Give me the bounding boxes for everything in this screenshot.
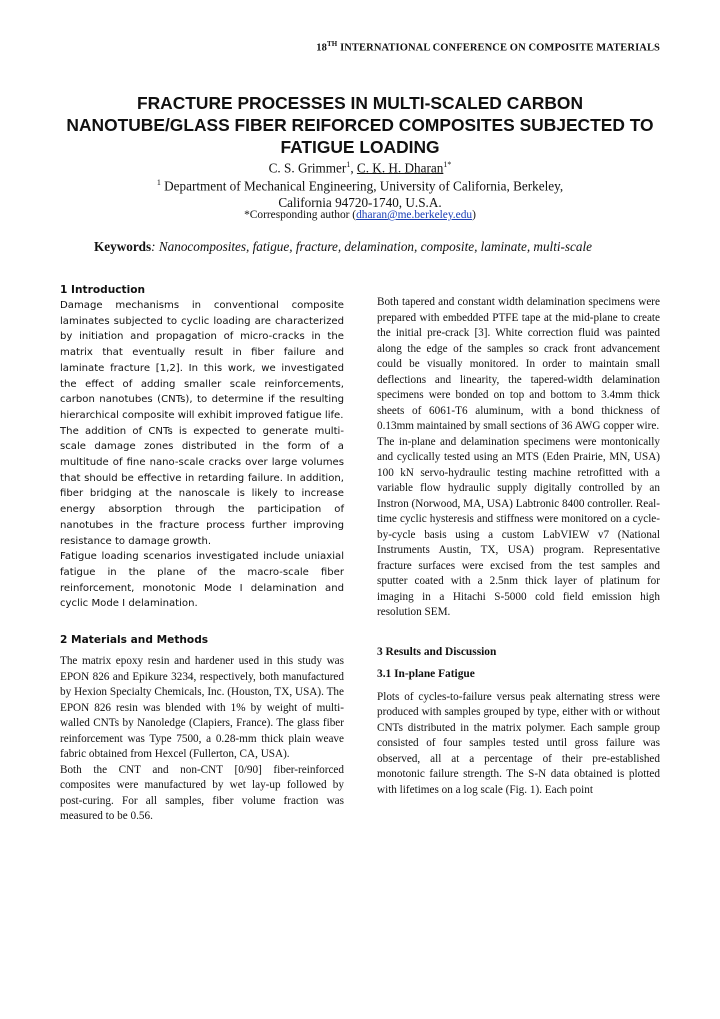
header-superscript: TH: [327, 40, 338, 48]
conference-header: [0, 40, 660, 54]
methods-paragraph-1: The matrix epoxy resin and hardener used in this study was EPON 826 and Epikure 3234, respectively, both manufactured by Hexion Specialty Chemicals, Inc. (Houston, TX, USA). The EPON 826 resin was blended with 1% by weight of multi-walled CNTs by Nanoledge (Clapiers, France). The glass fiber reinforcement was Type 7500, a 0.28-mm thick plain weave fabric obtained from Hexcel (Fullerton, CA, USA).: [60, 655, 344, 761]
right-column: [377, 295, 660, 798]
keywords-line: [94, 239, 674, 255]
intro-paragraph-1: Damage mechanisms in conventional composite laminates subjected to cyclic loading are characterized by initiation and propagation of micro-cracks in the matrix that eventually result in fiber failure and laminate fracture [1,2]. In this work, we investigated the effect of adding smaller scale reinforcements, carbon nanotubes (CNTs), to determine if the resulting hierarchical composite will exhibit improved fatigue life.: [60, 300, 344, 421]
corr-email-link[interactable]: dharan@me.berkeley.edu: [356, 209, 473, 221]
author-2-name: C. K. H. Dharan: [356, 160, 444, 176]
header-number: 18: [316, 42, 327, 54]
keywords-label: Keywords: [94, 239, 152, 254]
corresponding-author: [60, 208, 660, 223]
affiliation-line-2: California 94720-1740, U.S.A.: [278, 195, 442, 211]
header-text: INTERNATIONAL CONFERENCE ON COMPOSITE MATERIALS: [340, 42, 660, 54]
keywords-text: : Nanocomposites, fatigue, fracture, delamination, composite, laminate, multi-scale: [151, 239, 593, 254]
inplane-fatigue-heading: 3.1 In-plane Fatigue: [377, 667, 475, 680]
right-paragraph-1: Both tapered and constant width delamination specimens were prepared with embedded PTFE tape at the mid-plane to create the initial pre-crack [3]. White correction fluid was painted along the edge of the samples so crack front advancement could be visually monitored. In order to maintain small deflections and linearity, the tapered-width delamination specimens were bonded on top and bottom to 3.4mm thick sheets of 6061-T6 aluminum, with a bond thickness of 0.13mm maintained by small sections of 36 AWG copper wire.: [377, 296, 660, 432]
methods-paragraph-2: Both the CNT and non-CNT [0/90] fiber-reinforced composites were manufactured by wet lay-up followed by post-curing. For all samples, fiber volume fraction was measured to be 0.56.: [60, 763, 344, 823]
results-paragraph-1: Plots of cycles-to-failure versus peak alternating stress were produced with samples grouped by type, either with or without CNTs distributed in the matrix polymer. Each sample group consisted of four samples tested until gross failure was observed, all at a percentage of their pre-established monotonic failure strength. The S-N data obtained is plotted with lifetimes on a log scale (Fig. 1). Each point: [377, 690, 660, 796]
intro-heading: 1 Introduction: [60, 284, 146, 296]
corr-suffix: ): [472, 209, 476, 221]
methods-heading: 2 Materials and Methods: [60, 634, 209, 647]
affiliation-line-1: [60, 174, 660, 194]
right-paragraph-2: The in-plane and delamination specimens were montonically and cyclically tested using an MTS (Eden Prairie, MN, USA) 100 kN servo-hydraulic testing machine retrofitted with a variable flow hydraulic supply digitally controlled by an Instron (Norwood, MA, USA) Labtronic 8400 controller. Real-time cyclic hysteresis and stiffness were monitored on a cycle-by-cycle basis using a custom LabVIEW v7 (National Instruments Austin, TX, USA) program. Representative fracture surfaces were excised from the test samples and sputter coated with a 2.5nm thick layer of platinum for imaging in a Hitachi S-5000 cold field emission high resolution SEM.: [377, 435, 660, 618]
left-column: [60, 283, 344, 825]
intro-paragraph-3: Fatigue loading scenarios investigated include uniaxial fatigue in the plane of the macro-scale fiber reinforcement, monotonic Mode I delamination and cyclic Mode I delamination.: [60, 551, 344, 610]
paper-title: FRACTURE PROCESSES IN MULTI-SCALED CARBON NANOTUBE/GLASS FIBER REIFORCED COMPOSITES SUBJECTED TO FATIGUE LOADING: [66, 93, 654, 157]
author-2-sup: 1*: [443, 160, 452, 169]
author-1-sup: 1: [346, 160, 351, 169]
author-separator: ,: [350, 160, 357, 176]
intro-paragraph-2: The addition of CNTs is expected to generate multi-scale damage zones distributed in the form of a multitude of fine nano-scale cracks over large volumes that should be effective in retarding failure. In addition, fiber bridging at the nanoscale is likely to increase energy absorption through the participation of nanotubes in the fracture process further improving resistance to damage growth.: [60, 425, 344, 547]
corr-prefix: *Corresponding author (: [244, 209, 357, 221]
results-heading: 3 Results and Discussion: [377, 645, 497, 658]
affiliation-sup: 1: [156, 178, 161, 187]
affiliation: [60, 174, 660, 211]
author-1-name: C. S. Grimmer: [268, 160, 347, 176]
affiliation-text-1: Department of Mechanical Engineering, University of California, Berkeley,: [160, 178, 564, 194]
